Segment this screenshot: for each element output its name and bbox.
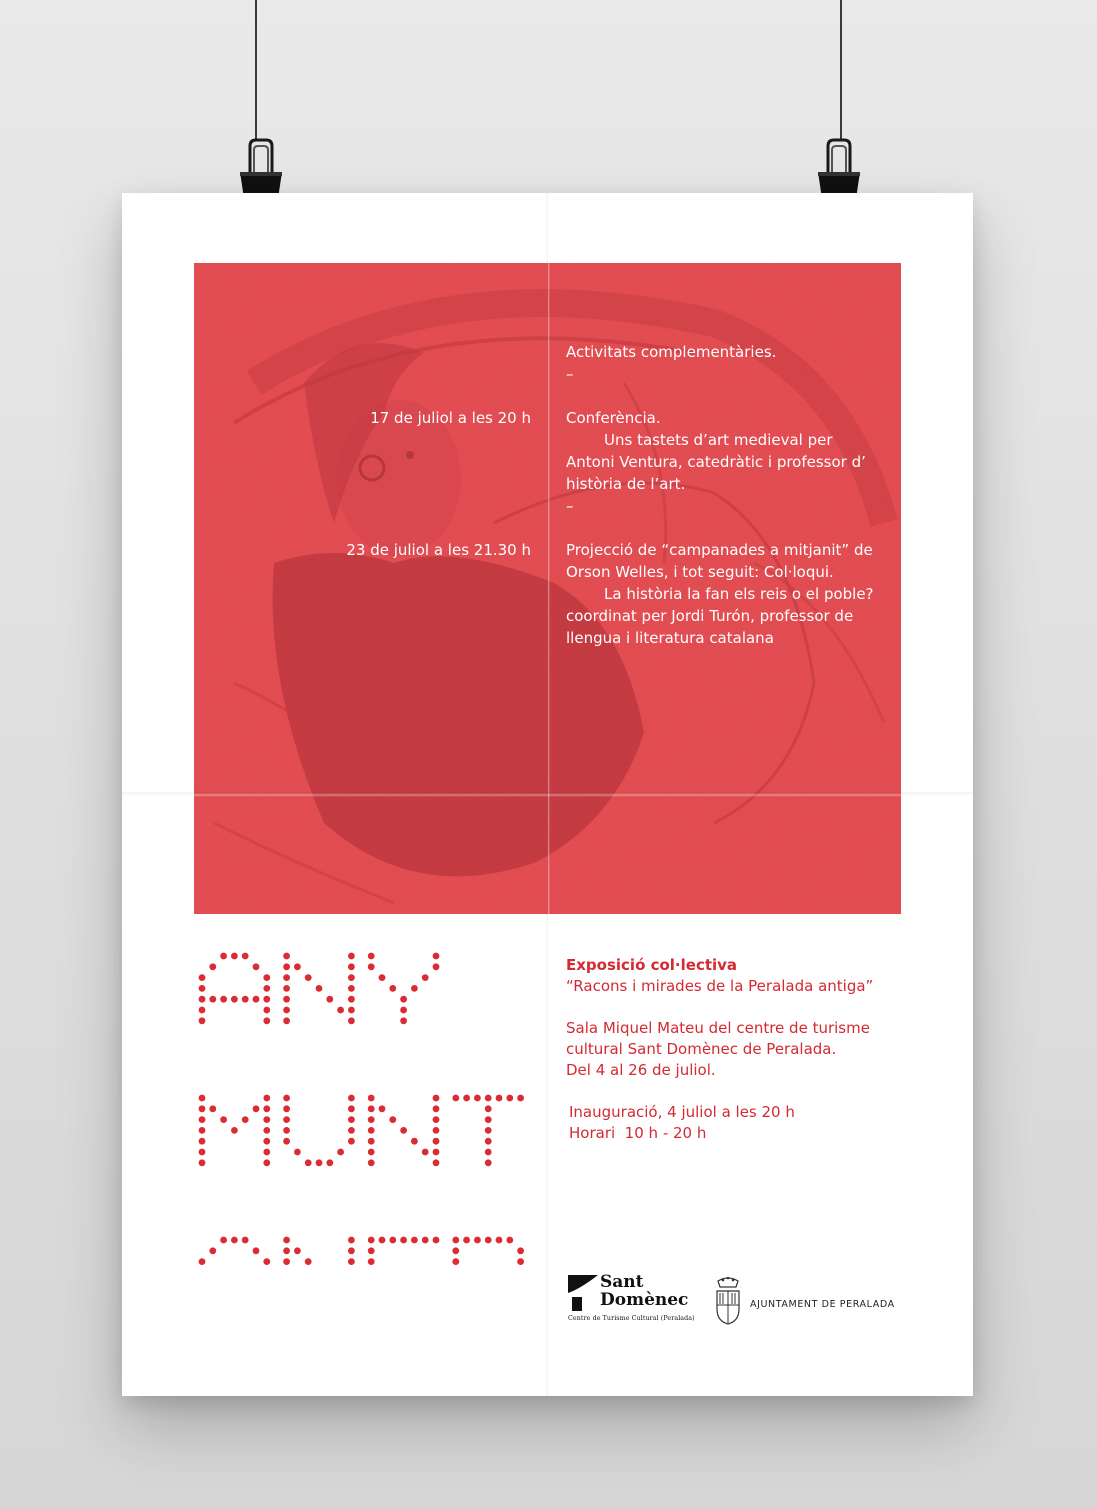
title-dot	[283, 1116, 290, 1123]
exhibition-label: Exposició col·lectiva	[566, 956, 738, 974]
title-dot	[305, 1258, 312, 1265]
title-letter	[199, 1095, 271, 1167]
event-date: 23 de juliol a les 21.30 h	[346, 541, 531, 559]
title-dot	[348, 1105, 355, 1112]
title-dot	[199, 1017, 206, 1024]
title-dot	[253, 996, 260, 1003]
title-dot	[348, 974, 355, 981]
title-dot	[400, 1007, 407, 1014]
title-dot	[231, 1237, 238, 1244]
title-dot	[368, 953, 375, 960]
title-dot	[263, 1007, 270, 1014]
title-dot	[485, 1149, 492, 1156]
title-dot	[379, 1105, 386, 1112]
title-dot	[433, 1105, 440, 1112]
title-dot	[485, 1159, 492, 1166]
title-dot	[263, 1149, 270, 1156]
exhibition-info	[566, 955, 946, 1144]
title-dot	[220, 996, 227, 1003]
title-letter	[199, 953, 271, 1025]
event-block	[566, 407, 876, 495]
title-dot	[368, 963, 375, 970]
title-dot	[294, 1247, 301, 1254]
title-dot	[209, 996, 216, 1003]
title-dot	[433, 1237, 440, 1244]
title-dot	[463, 1237, 470, 1244]
title-dot	[348, 1095, 355, 1102]
title-dot	[263, 1095, 270, 1102]
event-kind: Projecció de “campanades a mitjanit” de Orson Welles, i tot seguit: Col·loqui.	[566, 541, 873, 581]
title-dot	[496, 1237, 503, 1244]
poster	[122, 193, 973, 1396]
title-dot	[368, 1095, 375, 1102]
title-dot	[433, 1149, 440, 1156]
title-dot	[368, 1138, 375, 1145]
title-dot	[283, 1138, 290, 1145]
title-dot	[433, 963, 440, 970]
title-dot	[242, 1116, 249, 1123]
title-dot	[506, 1095, 513, 1102]
title-dot	[242, 996, 249, 1003]
title-dot	[283, 1095, 290, 1102]
title-dot	[348, 953, 355, 960]
title-dot	[253, 1247, 260, 1254]
sant-domenec-logo	[568, 1273, 708, 1337]
title-dot	[348, 1237, 355, 1244]
title-dot	[433, 1138, 440, 1145]
title-dot	[283, 1247, 290, 1254]
title-dot	[389, 1116, 396, 1123]
sant-domenec-logo-mark-icon	[568, 1275, 598, 1311]
title-dot	[452, 1095, 459, 1102]
title-dot	[368, 1127, 375, 1134]
title-line	[199, 953, 440, 1025]
title-dot	[199, 1095, 206, 1102]
title-dot	[283, 1127, 290, 1134]
title-letter	[283, 1237, 355, 1268]
title-dot	[199, 996, 206, 1003]
exhibition-opening: Inauguració, 4 juliol a les 20 h	[569, 1103, 795, 1121]
title-dot	[283, 1237, 290, 1244]
sant-domenec-line1: Sant	[600, 1272, 644, 1292]
title-dot	[452, 1247, 459, 1254]
title-line	[199, 1095, 524, 1167]
title-line	[199, 1237, 524, 1268]
event-block	[566, 539, 876, 649]
title-dot	[283, 985, 290, 992]
hanging-wire-right	[840, 0, 842, 140]
title-dot	[411, 985, 418, 992]
title-dot	[294, 963, 301, 970]
title-dot	[209, 1105, 216, 1112]
title-dot	[400, 1017, 407, 1024]
event-kind: Conferència.	[566, 409, 661, 427]
title-dot	[316, 1159, 323, 1166]
title-dot	[283, 1105, 290, 1112]
title-dot	[283, 963, 290, 970]
sant-domenec-subtitle: Centre de Turisme Cultural (Peralada)	[568, 1315, 695, 1322]
title-dot	[199, 1258, 206, 1265]
title-dot	[433, 1116, 440, 1123]
title-dot	[433, 1095, 440, 1102]
title-dot	[337, 1007, 344, 1014]
title-dot	[452, 1237, 459, 1244]
title-dot	[231, 1127, 238, 1134]
title-dot	[220, 1237, 227, 1244]
title-dot	[474, 1237, 481, 1244]
title-dot	[389, 1237, 396, 1244]
title-dot	[368, 1258, 375, 1265]
title-dot	[485, 1116, 492, 1123]
event-description: La història la fan els reis o el poble? coordinat per Jordi Turón, professor de llengua i literatura catalana	[566, 585, 874, 647]
title-dot	[305, 1159, 312, 1166]
title-dot	[283, 953, 290, 960]
title-dot	[433, 1127, 440, 1134]
title-dot	[231, 953, 238, 960]
title-dot	[263, 1116, 270, 1123]
title-dot	[517, 1258, 524, 1265]
title-dot	[305, 974, 312, 981]
title-dot	[517, 1247, 524, 1254]
title-dot	[348, 1138, 355, 1145]
title-dot	[199, 1127, 206, 1134]
title-dot	[368, 1116, 375, 1123]
title-dot	[199, 1116, 206, 1123]
hanging-wire-left	[255, 0, 257, 140]
title-letter	[452, 1095, 524, 1167]
title-dot	[199, 1007, 206, 1014]
title-dot	[263, 974, 270, 981]
title-dot	[199, 974, 206, 981]
title-dot	[348, 1247, 355, 1254]
title-dot	[411, 1237, 418, 1244]
title-dot	[379, 974, 386, 981]
title-dot	[199, 1159, 206, 1166]
title-dot	[263, 1105, 270, 1112]
title-dot	[263, 996, 270, 1003]
title-dot	[485, 1138, 492, 1145]
title-dot	[348, 1127, 355, 1134]
separator: –	[566, 497, 574, 515]
event-description: Uns tastets d’art medieval per Antoni Ventura, catedràtic i professor d’ història de l’art.	[566, 431, 866, 493]
title-dot	[242, 953, 249, 960]
title-dot	[316, 985, 323, 992]
title-dot	[379, 1237, 386, 1244]
title-dot	[368, 1247, 375, 1254]
title-dot	[220, 1116, 227, 1123]
title-dot	[263, 985, 270, 992]
title-dot	[263, 1159, 270, 1166]
title-letter	[283, 1095, 355, 1167]
separator: –	[566, 365, 574, 383]
title-dot	[517, 1095, 524, 1102]
title-dot	[209, 963, 216, 970]
title-dot	[263, 1017, 270, 1024]
title-dot	[199, 1138, 206, 1145]
title-dot	[400, 996, 407, 1003]
title-dot	[283, 974, 290, 981]
title-dot	[368, 1159, 375, 1166]
title-letter	[368, 1237, 440, 1268]
title-dot	[368, 1237, 375, 1244]
ajuntament-name: AJUNTAMENT DE PERALADA	[750, 1299, 895, 1310]
title-letter	[452, 1237, 524, 1268]
title-letter	[368, 953, 440, 1025]
title-dot	[485, 1105, 492, 1112]
title-dot	[433, 953, 440, 960]
title-dot	[231, 996, 238, 1003]
title-dot	[263, 1127, 270, 1134]
title-dot	[283, 1017, 290, 1024]
title-dot	[422, 1237, 429, 1244]
peralada-crest-icon	[714, 1275, 742, 1325]
title-dot	[348, 1258, 355, 1265]
title-dot	[348, 1007, 355, 1014]
exhibition-dates: Del 4 al 26 de juliol.	[566, 1061, 716, 1079]
title-dot	[348, 1017, 355, 1024]
title-dot	[283, 1258, 290, 1265]
title-dot	[348, 996, 355, 1003]
title-dot	[199, 985, 206, 992]
title-dot	[474, 1095, 481, 1102]
title-dot	[433, 1159, 440, 1166]
title-dot	[283, 996, 290, 1003]
title-dot	[368, 1105, 375, 1112]
sant-domenec-line2: Domènec	[600, 1290, 689, 1310]
title-letter	[368, 1095, 440, 1167]
exhibition-hours: Horari 10 h - 20 h	[569, 1124, 707, 1142]
title-dot	[209, 1247, 216, 1254]
title-dot	[220, 953, 227, 960]
dotted-title	[194, 948, 534, 1268]
title-dot	[400, 1127, 407, 1134]
title-dot	[496, 1095, 503, 1102]
title-dot	[348, 985, 355, 992]
title-dot	[263, 1258, 270, 1265]
title-letter	[283, 953, 355, 1025]
title-dot	[283, 1007, 290, 1014]
title-dot	[199, 1149, 206, 1156]
exhibition-venue: Sala Miquel Mateu del centre de turisme cultural Sant Domènec de Peralada.	[566, 1019, 870, 1058]
title-dot	[199, 1105, 206, 1112]
exhibition-name: “Racons i mirades de la Peralada antiga”	[566, 977, 874, 995]
fold-line-horizontal	[122, 791, 973, 797]
sant-domenec-name	[600, 1273, 688, 1309]
title-dot	[326, 1159, 333, 1166]
title-dot	[294, 1149, 301, 1156]
title-dot	[337, 1149, 344, 1156]
ajuntament-logo	[714, 1275, 914, 1325]
title-dot	[368, 1149, 375, 1156]
title-dot	[326, 996, 333, 1003]
title-dot	[263, 1138, 270, 1145]
title-dot	[348, 1116, 355, 1123]
title-dot	[422, 974, 429, 981]
title-dot	[422, 1149, 429, 1156]
title-dot	[463, 1095, 470, 1102]
title-dot	[400, 1237, 407, 1244]
title-dot	[242, 1237, 249, 1244]
title-dot	[389, 985, 396, 992]
title-dot	[485, 1127, 492, 1134]
title-dot	[253, 1105, 260, 1112]
title-dot	[411, 1138, 418, 1145]
title-letter	[199, 1237, 271, 1268]
title-dot	[253, 963, 260, 970]
title-dot	[452, 1258, 459, 1265]
title-dot	[485, 1237, 492, 1244]
title-dot	[348, 963, 355, 970]
schedule-heading: Activitats complementàries.	[566, 343, 777, 361]
event-date: 17 de juliol a les 20 h	[370, 409, 531, 427]
title-dot	[485, 1095, 492, 1102]
title-dot	[506, 1237, 513, 1244]
